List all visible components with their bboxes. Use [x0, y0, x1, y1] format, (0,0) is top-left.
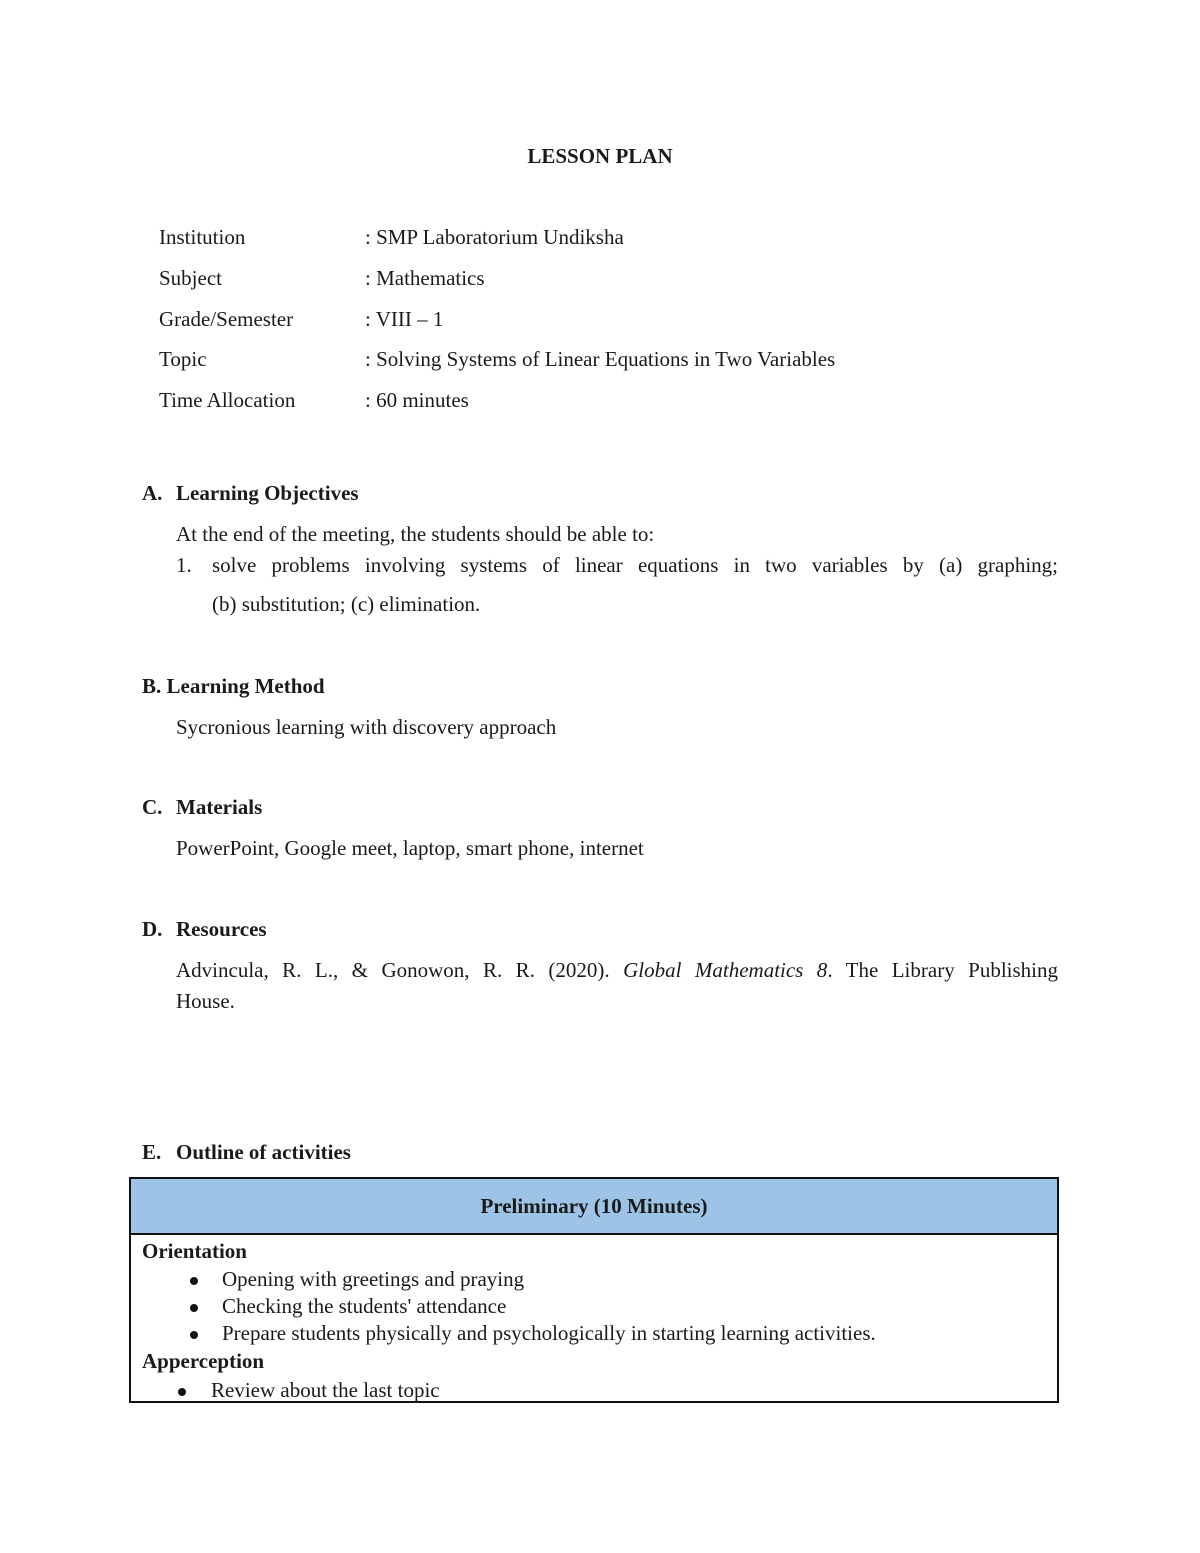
orientation-title: Orientation — [142, 1239, 247, 1263]
info-value-time-allocation: : 60 minutes — [365, 388, 469, 412]
info-label-grade-semester: Grade/Semester — [159, 307, 294, 331]
bullet-icon — [190, 1331, 198, 1339]
materials-text: PowerPoint, Google meet, laptop, smart phone, internet — [176, 836, 644, 860]
section-b-heading — [142, 674, 325, 699]
section-d-title: Resources — [176, 917, 267, 941]
activities-table — [129, 1177, 1059, 1403]
section-b-title: Learning Method — [166, 674, 325, 698]
bullet-icon — [190, 1304, 198, 1312]
document-title: LESSON PLAN — [527, 144, 673, 168]
section-b-letter: B. — [142, 674, 162, 698]
info-value-subject: : Mathematics — [365, 266, 485, 290]
objectives-intro: At the end of the meeting, the students should be able to: — [176, 522, 655, 546]
apperception-title: Apperception — [142, 1349, 265, 1373]
section-e-title: Outline of activities — [176, 1140, 351, 1164]
section-e-heading — [142, 1140, 351, 1165]
info-value-institution: : SMP Laboratorium Undiksha — [365, 225, 624, 249]
info-label-institution: Institution — [159, 225, 246, 249]
apperception-item-1: Review about the last topic — [211, 1378, 440, 1402]
objective-item-number: 1. — [176, 553, 192, 577]
resource-authors: Advincula, R. L., & Gonowon, R. R. (2020). — [176, 958, 610, 982]
bullet-icon — [178, 1388, 186, 1396]
orientation-item-1: Opening with greetings and praying — [222, 1267, 525, 1291]
learning-method-text: Sycronious learning with discovery approach — [176, 715, 557, 739]
resource-reference-line-1 — [176, 958, 1058, 983]
orientation-item-2: Checking the students' attendance — [222, 1294, 507, 1318]
resource-book-title: Global Mathematics 8 — [623, 958, 828, 982]
section-c-heading — [142, 795, 262, 820]
section-a-heading — [142, 481, 359, 506]
section-d-heading — [142, 917, 267, 942]
info-label-topic: Topic — [159, 347, 207, 371]
section-c-title: Materials — [176, 795, 263, 819]
info-label-time-allocation: Time Allocation — [159, 388, 296, 412]
info-value-grade-semester: : VIII – 1 — [365, 307, 444, 331]
section-a-title: Learning Objectives — [176, 481, 359, 505]
section-e-letter: E. — [142, 1140, 162, 1164]
objective-item-line-2: (b) substitution; (c) elimination. — [212, 592, 481, 616]
section-a-letter: A. — [142, 481, 163, 505]
bullet-icon — [190, 1277, 198, 1285]
orientation-item-3: Prepare students physically and psychologically in starting learning activities. — [222, 1321, 876, 1345]
table-header-preliminary: Preliminary (10 Minutes) — [131, 1179, 1057, 1235]
resource-publisher: . The Library Publishing — [827, 958, 1059, 982]
objective-item-line-1: solve problems involving systems of linear equations in two variables by (a) graphing; — [212, 553, 1058, 577]
resource-reference-line-2: House. — [176, 989, 235, 1013]
info-label-subject: Subject — [159, 266, 222, 290]
info-value-topic: : Solving Systems of Linear Equations in Two Variables — [365, 347, 836, 371]
section-c-letter: C. — [142, 795, 163, 819]
section-d-letter: D. — [142, 917, 163, 941]
